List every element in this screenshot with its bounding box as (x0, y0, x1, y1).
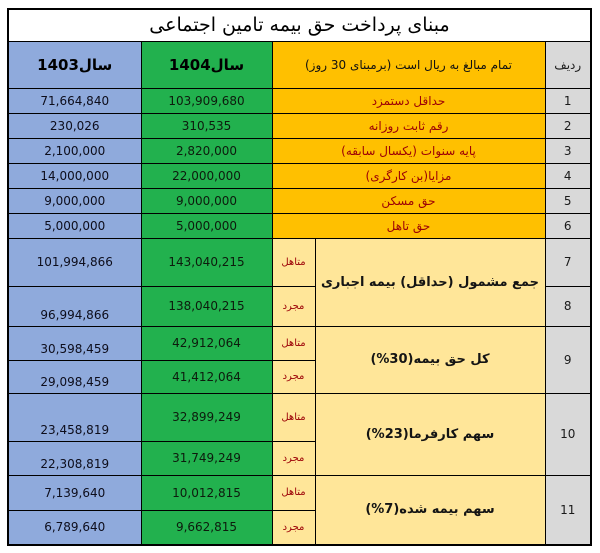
value-1403: 22,308,819 (8, 441, 141, 475)
value-1403: 23,458,819 (8, 393, 141, 441)
row-label: حداقل دستمزد (272, 88, 545, 113)
value-1403: 14,000,000 (8, 163, 141, 188)
value-1404: 5,000,000 (141, 213, 272, 238)
section-label: سهم بیمه شده(7%) (315, 475, 545, 545)
row-no: 8 (545, 286, 591, 326)
value-1404: 9,000,000 (141, 188, 272, 213)
value-1404: 2,820,000 (141, 138, 272, 163)
value-1403: 71,664,840 (8, 88, 141, 113)
value-1403: 9,000,000 (8, 188, 141, 213)
table-row (8, 188, 591, 213)
value-1403: 230,026 (8, 113, 141, 138)
value-1404: 41,412,064 (141, 360, 272, 393)
row-no: 1 (545, 88, 591, 113)
section-label: سهم کارفرما(23%) (315, 393, 545, 475)
value-1403: 29,098,459 (8, 360, 141, 393)
marital-status-label: مجرد (272, 510, 315, 545)
value-1403: 7,139,640 (8, 475, 141, 510)
value-1404: 42,912,064 (141, 326, 272, 360)
row-label: پایه سنوات (یکسال سابقه) (272, 138, 545, 163)
value-1403: 30,598,459 (8, 326, 141, 360)
table-row (8, 163, 591, 188)
row-no: 4 (545, 163, 591, 188)
marital-status-label: مجرد (272, 360, 315, 393)
row-label: حق تاهل (272, 213, 545, 238)
insurance-premium-table (7, 8, 592, 546)
value-1404: 9,662,815 (141, 510, 272, 545)
value-1404: 22,000,000 (141, 163, 272, 188)
row-no: 5 (545, 188, 591, 213)
table-row (8, 88, 591, 113)
table-row (8, 326, 591, 360)
table-row (8, 113, 591, 138)
insurance-premium-table-sheet (7, 8, 592, 546)
table-row (8, 238, 591, 286)
row-no: 10 (545, 393, 591, 475)
row-label: مزایا(بن کارگری) (272, 163, 545, 188)
value-1404: 143,040,215 (141, 238, 272, 286)
value-1404: 103,909,680 (141, 88, 272, 113)
value-1404: 10,012,815 (141, 475, 272, 510)
page-title: مبنای پرداخت حق بیمه تامین اجتماعی (8, 9, 591, 41)
value-1404: 138,040,215 (141, 286, 272, 326)
marital-status-label: متاهل (272, 475, 315, 510)
col-header-year-1404: سال1404 (141, 41, 272, 88)
row-no: 7 (545, 238, 591, 286)
col-header-note: تمام مبالغ به ریال است (برمبنای 30 روز) (272, 41, 545, 88)
row-no: 3 (545, 138, 591, 163)
col-header-row-no: ردیف (545, 41, 591, 88)
value-1403: 96,994,866 (8, 286, 141, 326)
table-row (8, 213, 591, 238)
value-1404: 32,899,249 (141, 393, 272, 441)
row-no: 6 (545, 213, 591, 238)
row-no: 11 (545, 475, 591, 545)
marital-status-label: متاهل (272, 238, 315, 286)
table-row (8, 475, 591, 510)
row-label: حق مسکن (272, 188, 545, 213)
value-1403: 101,994,866 (8, 238, 141, 286)
marital-status-label: مجرد (272, 286, 315, 326)
marital-status-label: متاهل (272, 393, 315, 441)
value-1404: 31,749,249 (141, 441, 272, 475)
col-header-year-1403: سال1403 (8, 41, 141, 88)
section-label: کل حق بیمه(30%) (315, 326, 545, 393)
row-no: 9 (545, 326, 591, 393)
value-1403: 5,000,000 (8, 213, 141, 238)
row-label: رقم ثابت روزانه (272, 113, 545, 138)
marital-status-label: متاهل (272, 326, 315, 360)
row-no: 2 (545, 113, 591, 138)
marital-status-label: مجرد (272, 441, 315, 475)
table-row (8, 393, 591, 441)
section-label: جمع مشمول (حداقل) بیمه اجباری (315, 238, 545, 326)
value-1403: 2,100,000 (8, 138, 141, 163)
table-row (8, 138, 591, 163)
value-1403: 6,789,640 (8, 510, 141, 545)
value-1404: 310,535 (141, 113, 272, 138)
